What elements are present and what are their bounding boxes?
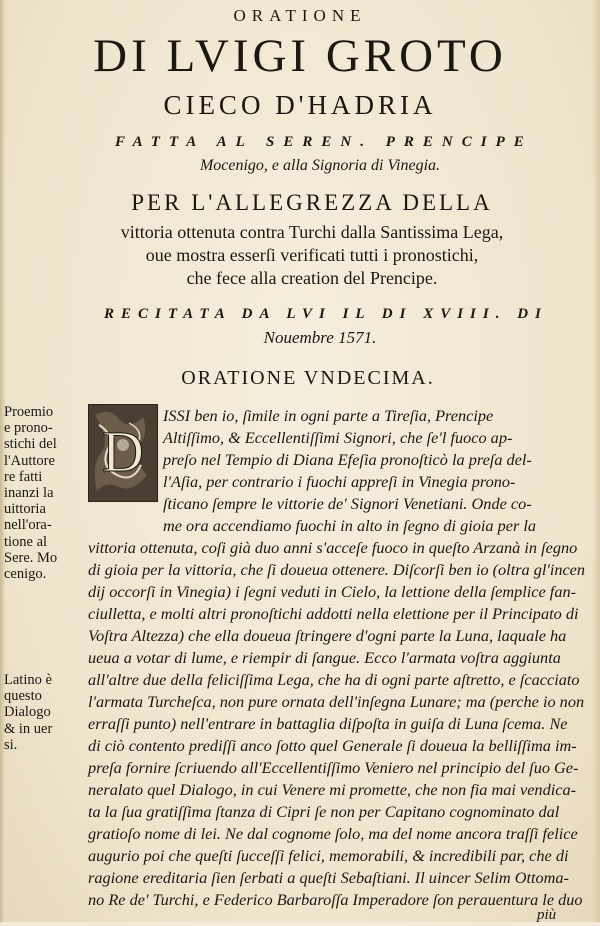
header-cieco-text: CIECO D'HADRIA <box>163 90 437 120</box>
header-subtitle-3 <box>12 267 600 290</box>
margin-note-line: cenigo. <box>4 566 47 583</box>
ornament-icon <box>89 405 157 501</box>
margin-note-line: stichi del <box>4 436 57 453</box>
body-line: ſticano ſempre le vittorie de' Signori Venetiani. Onde co- <box>163 494 532 513</box>
margin-note-latino <box>4 672 84 753</box>
section-title-text: ORATIONE VNDECIMA. <box>181 367 435 389</box>
body-line: preſa fornire ſcriuendo all'Eccellentiſſimo Veniero nel principio del ſuo Ge- <box>88 758 579 777</box>
header-allegrezza-text: PER L'ALLEGREZZA DELLA <box>131 190 493 215</box>
body-line: neralato quel Dialogo, in cui Venere mi promette, che non fia mai vendica- <box>88 780 577 799</box>
margin-note-line: uittoria <box>4 501 46 518</box>
margin-note-line: e prono- <box>4 420 53 437</box>
header-cieco <box>0 90 600 121</box>
page-edge <box>592 0 600 922</box>
margin-note-line: Proemio <box>4 404 54 420</box>
header-novembre-text: Nouembre 1571. <box>263 328 377 347</box>
margin-note-line: Sere. Mo <box>4 549 58 566</box>
margin-note-line: re fatti <box>4 468 43 485</box>
body-line: vittoria ottenuta, coſi già duo anni s'acceſe fuoco in queſto Arzanà in ſegno <box>88 538 578 557</box>
body-line: di ciò contento prediſſi anco ſotto quel Generale ſi doueua la belliſſima im- <box>88 736 577 755</box>
body-line: di gioia per la vittoria, che ſi doueua ottenere. Diſcorſi ben io (oltra gl'incen <box>88 560 586 579</box>
header-author-text: DI LVIGI GROTO <box>93 30 507 82</box>
header-subtitle-3-text: che fece alla creation del Prencipe. <box>186 268 438 288</box>
body-line: gratioſo nome di lei. Ne dal cognome ſolo, ma del nome ancora traſſi felice <box>88 824 578 843</box>
header-oratione <box>0 6 600 26</box>
catchword: più <box>537 907 557 923</box>
body-line: erraſſi punto) nell'entrare in battaglia diſpoſta in guiſa di Luna ſcema. Ne <box>88 714 568 733</box>
header-subtitle-1-text: vittoria ottenuta contra Turchi dalla Santissima Lega, <box>120 222 504 242</box>
body-line: no Re de' Turchi, e Federico Barbaroſſa Imperadore ſon perauentura le duo <box>88 890 583 909</box>
margin-note-line: & in uer <box>4 720 53 737</box>
body-line: preſo nel Tempio di Diana Efeſia pronoſticò la preſa del- <box>163 450 532 469</box>
header-subtitle-1 <box>12 221 600 244</box>
header-subtitle-2 <box>12 244 600 267</box>
body-line: ragione ereditaria ſien ſerbati a queſti Sebaſtiani. Il uincer Selim Ottoma- <box>88 868 569 887</box>
margin-note-line: questo <box>4 688 42 705</box>
body-line: Voſtra Altezza) che ella doueua ſtringere d'ogni parte la Luna, laquale ha <box>88 626 567 645</box>
margin-note-line: inanzi la <box>4 485 54 502</box>
body-line: ciulletta, e molti altri pronoſtichi addotti nella elettione per il Principato di <box>88 604 579 623</box>
margin-note-line: tione al <box>4 533 48 550</box>
initial-letter: D <box>102 419 144 484</box>
margin-note-line: si. <box>4 736 18 753</box>
margin-note-proemio <box>4 404 84 582</box>
section-title <box>8 367 600 390</box>
body-line: me ora accendiamo fuochi in alto in ſegno di gioia per la <box>163 516 537 535</box>
header-allegrezza <box>12 190 600 216</box>
body-line: ta la ſua gratiſſima ſtanza di Cipri ſe non per Capitano cognominato dal <box>88 802 560 821</box>
margin-note-line: Dialogo <box>4 704 51 721</box>
margin-note-line: l'Auttore <box>4 452 55 469</box>
body-line: ISSI ben io, ſimile in ogni parte a Tireſia, Prencipe <box>163 406 494 425</box>
header-mocenigo-text: Mocenigo, e alla Signoria di Vinegia. <box>199 157 441 174</box>
body-line: all'altre due della feliciſſima Lega, che ha di ogni parte aſtretto, e ſcacciato <box>88 670 580 689</box>
header-author <box>0 30 600 82</box>
header-novembre <box>20 328 600 348</box>
header-mocenigo <box>20 157 600 175</box>
body-line: l'Aſia, per contrario i fuochi appreſi in Vinegia prono- <box>163 472 516 491</box>
header-oratione-text: ORATIONE <box>233 6 367 25</box>
body-line: dij occorſi in Vinegia) i ſegni veduti in Cielo, la lettione della ſemplice fan- <box>88 582 577 601</box>
header-fatta: FATTA AL SEREN. PRENCIPE <box>115 134 533 150</box>
margin-note-line: Latino è <box>4 672 52 688</box>
margin-note-line: nell'ora- <box>4 517 52 534</box>
header-recitata: RECITATA DA LVI IL DI XVIII. DI <box>104 306 548 322</box>
body-line: ueua a votar di lume, e riempir di ſangue. Ecco l'armata voſtra aggiunta <box>88 648 561 667</box>
body-line: augurio poi che queſti ſucceſſi felici, memorabili, & incredibili par, che di <box>88 846 569 865</box>
body-line: Altiſſimo, & Eccellentiſſimi Signori, che ſe'l fuoco ap- <box>163 428 513 447</box>
header-subtitle-2-text: oue mostra esserſi verificati tutti i pronostichi, <box>145 245 479 265</box>
body-line: l'armata Turcheſca, non pure ornata dell'inſegna Lunare; ma (perche io non <box>88 692 585 711</box>
decorated-initial <box>88 404 158 502</box>
